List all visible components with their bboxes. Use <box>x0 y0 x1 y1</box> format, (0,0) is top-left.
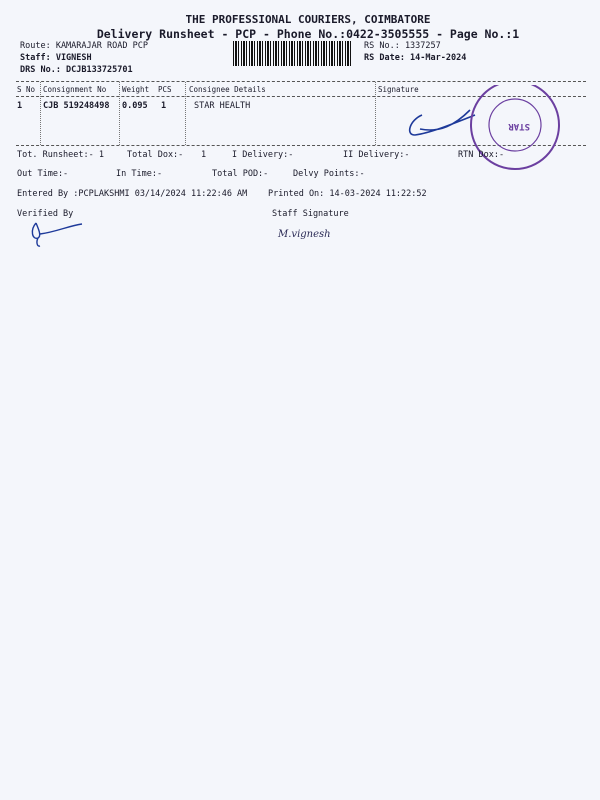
col-signature: Signature <box>378 85 419 94</box>
company-title: THE PROFESSIONAL COURIERS, COIMBATORE <box>185 13 431 26</box>
cell-consignment: CJB 519248498 <box>43 101 110 111</box>
col-consignee: Consignee Details <box>189 85 266 94</box>
rtn-dox: RTN Dox:- <box>458 150 505 160</box>
consignee-signature <box>410 110 475 135</box>
staff-signature-label: Staff Signature <box>272 209 349 219</box>
total-dox-value: 1 <box>201 150 207 160</box>
rs-date: RS Date: 14-Mar-2024 <box>364 53 467 63</box>
staff-signature: M.vignesh <box>278 229 331 240</box>
staff: Staff: VIGNESH <box>20 53 92 63</box>
column-divider <box>375 82 376 145</box>
out-time: Out Time:- <box>17 169 69 179</box>
cell-weight: 0.095 <box>122 101 148 111</box>
delvy-points: Delvy Points:- <box>293 169 365 179</box>
col-pcs: PCS <box>158 85 172 94</box>
verified-by-label: Verified By <box>17 209 74 219</box>
ii-delivery: II Delivery:- <box>343 150 410 160</box>
col-consignment: Consignment No <box>43 85 107 94</box>
cell-sno: 1 <box>17 101 23 111</box>
verifier-signature <box>28 220 88 250</box>
tot-runsheet: Tot. Runsheet:- 1 <box>17 150 104 160</box>
barcode <box>233 41 353 66</box>
runsheet-subtitle: Delivery Runsheet - PCP - Phone No.:0422-3505555 - Page No.:1 <box>96 27 520 41</box>
total-dox: Total Dox:- <box>127 150 184 160</box>
stamp-and-signature <box>400 85 590 175</box>
divider <box>16 81 586 82</box>
printed-on: Printed On: 14-03-2024 11:22:52 <box>268 189 427 199</box>
column-divider <box>40 82 41 145</box>
total-pod: Total POD:- <box>212 169 269 179</box>
i-delivery: I Delivery:- <box>232 150 294 160</box>
column-divider <box>119 82 120 145</box>
cell-consignee: STAR HEALTH <box>194 101 251 111</box>
column-divider <box>185 82 186 145</box>
route: Route: KAMARAJAR ROAD PCP <box>20 41 148 51</box>
drs-number: DRS No.: DCJB133725701 <box>20 65 133 75</box>
stamp-star-text: STAR <box>508 121 530 131</box>
entered-by: Entered By :PCPLAKSHMI 03/14/2024 11:22:46 AM <box>17 189 248 199</box>
col-weight: Weight <box>122 85 150 94</box>
col-sno: S No <box>17 85 36 94</box>
in-time: In Time:- <box>116 169 163 179</box>
cell-pcs: 1 <box>161 101 167 111</box>
rs-number: RS No.: 1337257 <box>364 41 441 51</box>
